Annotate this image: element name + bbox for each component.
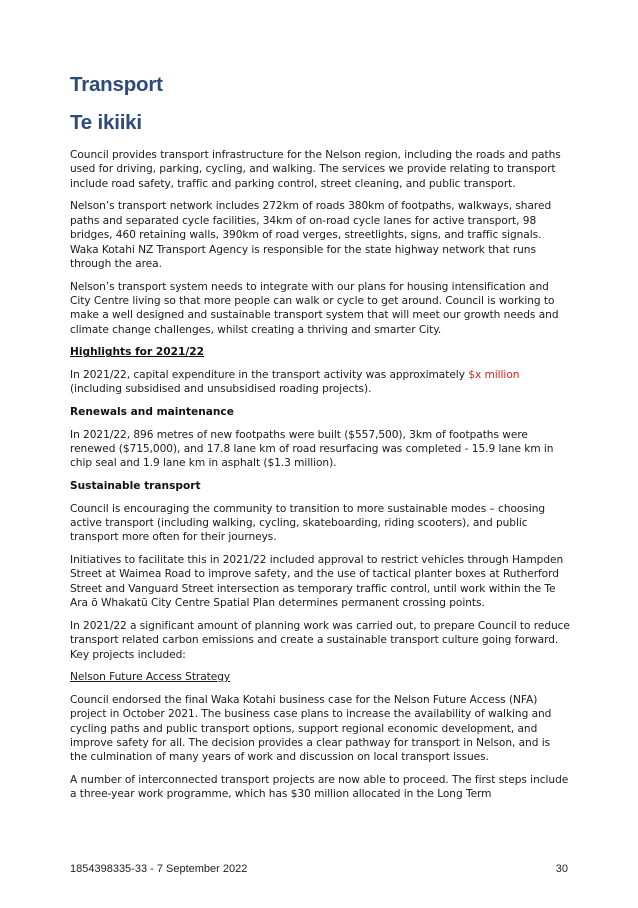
nfa-heading: Nelson Future Access Strategy [70,671,231,684]
page-title: Transport [70,73,163,96]
page-content [70,70,570,810]
intro-paragraph: Council provides transport infrastructure for the Nelson region, including the roads and paths used for driving, parking, cycling, and walking. The services we provide relating to transport include road safety, traffic and parking control, street cleaning, and public transport. [70,149,561,190]
initiatives-paragraph: Initiatives to facilitate this in 2021/22 included approval to restrict vehicles through Hampden Street at Waimea Road to improve safety, and the use of tactical planter boxes at Rutherford Street and Vanguard Street intersection as temporary traffic control, until work within the Te Ara ō Whakatū City Centre Spatial Plan determines permanent crossing points. [70,554,564,610]
capex-amount-placeholder: $x million [468,369,520,382]
page-footer [70,863,568,875]
network-paragraph: Nelson’s transport network includes 272km of roads 380km of footpaths, walkways, shared paths and separated cycle facilities, 34km of on-road cycle lanes for active transport, 98 bridges, 460 retaining walls, 390km of road verges, streetlights, signs, and traffic signals. Waka Kotahi NZ Transport Agency is responsible for the state highway network that runs through the area. [70,200,552,271]
renewals-heading: Renewals and maintenance [70,406,234,419]
planning-paragraph: In 2021/22 a significant amount of planning work was carried out, to prepare Council to reduce transport related carbon emissions and create a sustainable transport culture going forward. Key projects included: [70,619,570,661]
sustainable-paragraph: Council is encouraging the community to transition to more sustainable modes – choosing active transport (including walking, cycling, skateboarding, riding scooters), and public transport more often for their journeys. [70,502,546,544]
capex-text-after: (including subsidised and unsubsidised roading projects). [70,383,372,396]
system-paragraph: Nelson’s transport system needs to integrate with our plans for housing intensification and City Centre living so that more people can walk or cycle to get around. Council is working to make a well designed and sustainable transport system that will meet our growth needs and climate change challenges, whilst creating a thriving and smarter City. [70,280,559,336]
page-number: 30 [555,863,568,875]
document-reference: 1854398335-33 - 7 September 2022 [70,863,248,875]
capex-text-before: In 2021/22, capital expenditure in the transport activity was approximately [70,369,469,382]
highlights-heading: Highlights for 2021/22 [70,346,204,359]
page-subtitle: Te ikiiki [70,111,142,134]
renewals-paragraph: In 2021/22, 896 metres of new footpaths were built ($557,500), 3km of footpaths were renewed ($715,000), and 17.8 lane km of road resurfacing was completed - 15.9 lane km in chip seal and 1.9 lane km in asphalt ($1.3 million). [70,428,554,470]
sustainable-heading: Sustainable transport [70,480,201,493]
projects-paragraph: A number of interconnected transport projects are now able to proceed. The first steps include a three-year work programme, which has $30 million allocated in the Long Term [70,774,569,801]
capex-paragraph [70,368,570,397]
nfa-paragraph: Council endorsed the final Waka Kotahi business case for the Nelson Future Access (NFA) project in October 2021. The business case plans to increase the availability of walking and cycling paths and public transport options, support regional economic development, and improve safety for all. The decision provides a clear pathway for transport in Nelson, and is the culmination of many years of work and discussion on local transport issues. [70,693,552,764]
